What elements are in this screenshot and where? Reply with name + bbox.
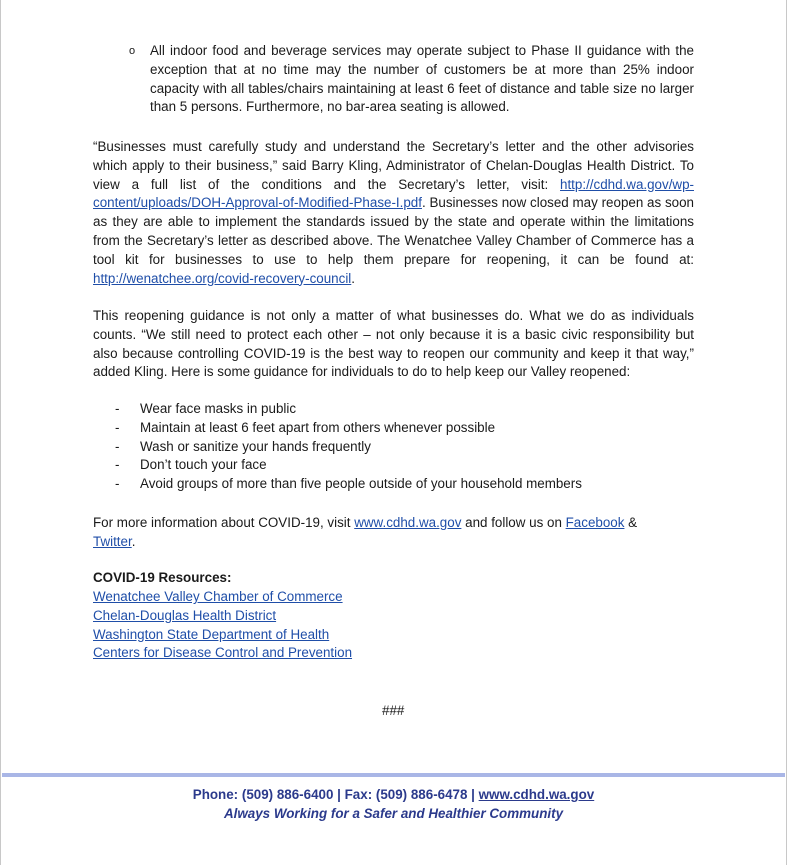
footer-contact [0, 786, 787, 804]
guidance-item: Avoid groups of more than five people outside of your household members [140, 476, 582, 492]
footer-website-link[interactable]: www.cdhd.wa.gov [478, 787, 595, 802]
bullet-circle-icon: o [129, 45, 136, 57]
footer-contact-text: Phone: (509) 886-6400 | Fax: (509) 886-6478 | [192, 787, 479, 802]
list-item [93, 607, 352, 626]
dash-marker: - [115, 476, 120, 492]
dash-marker: - [115, 438, 120, 454]
list-item [93, 588, 352, 607]
more-info-text-2: and follow us on [461, 515, 566, 530]
more-info-text-4: . [131, 533, 136, 549]
list-item [93, 456, 694, 475]
more-info-text-3: & [624, 515, 638, 530]
list-item [93, 438, 694, 457]
guidance-item: Maintain at least 6 feet apart from others whenever possible [140, 419, 496, 435]
footer-tagline: Always Working for a Safer and Healthier Community [223, 806, 564, 821]
guidance-item: Wear face masks in public [140, 401, 297, 416]
end-mark: ### [382, 703, 405, 718]
phase-bullet [129, 42, 694, 117]
facebook-link[interactable]: Facebook [565, 515, 625, 530]
dash-marker: - [115, 457, 120, 473]
chamber-of-commerce-link[interactable]: Wenatchee Valley Chamber of Commerce [93, 589, 343, 604]
quote-text-2: . Businesses now closed may reopen as soon as they are able to implement the standards issued by the state and operate within the limitations from the Secretary’s letter as described above. The Wenatchee Valley Chamber of Commerce has a tool kit for businesses to use to help them prepare for reopening, it can be found at: [93, 195, 694, 267]
more-info-text-1: For more information about COVID-19, visit [93, 515, 355, 530]
list-item [93, 400, 694, 419]
quote-paragraph [93, 138, 694, 288]
individuals-paragraph: This reopening guidance is not only a matter of what businesses do. What we do as individuals counts. “We still need to protect each other – not only because it is a basic civic responsibility but also because controlling COVID-19 is the best way to reopen our community and keep it that way,” added Kling. Here is some guidance for individuals to do to help keep our Valley reopened: [93, 308, 694, 380]
cdc-link[interactable]: Centers for Disease Control and Prevention [93, 645, 353, 661]
page-border-left [0, 0, 1, 865]
phase-bullet-text: All indoor food and beverage services may operate subject to Phase II guidance with the exception that at no time may the number of customers be at more than 25% indoor capacity with all tables/chairs maintaining at least 6 feet of distance and table size no larger than 5 persons. Furthermore, no bar-area seating is allowed. [150, 43, 694, 115]
wa-doh-link[interactable]: Washington State Department of Health [93, 626, 330, 642]
resources-list [93, 588, 352, 663]
list-item [93, 419, 694, 438]
quote-text-1: “Businesses must carefully study and understand the Secretary’s letter and the other advisories which apply to their business,” said Barry Kling, Administrator of Chelan-Douglas Health District. To view a full list of the conditions and the Secretary’s letter, visit: [93, 139, 694, 192]
quote-text-3: . [351, 270, 356, 286]
doh-approval-link[interactable]: http://cdhd.wa.gov/wp-content/uploads/DOH-Approval-of-Modified-Phase-I.pdf [93, 176, 694, 211]
cdhd-website-link[interactable]: www.cdhd.wa.gov [354, 515, 462, 530]
dash-marker: - [115, 401, 120, 416]
guidance-item: Wash or sanitize your hands frequently [140, 438, 371, 454]
resources-heading: COVID-19 Resources: [93, 570, 232, 585]
more-info-paragraph [93, 514, 694, 552]
footer-rule [2, 773, 785, 777]
guidance-list [93, 400, 694, 494]
health-district-link[interactable]: Chelan-Douglas Health District [93, 607, 277, 623]
twitter-link[interactable]: Twitter [93, 533, 132, 549]
guidance-item: Don’t touch your face [140, 457, 267, 473]
list-item [93, 475, 694, 494]
list-item [93, 626, 352, 645]
wenatchee-recovery-link[interactable]: http://wenatchee.org/covid-recovery-council [93, 270, 352, 286]
dash-marker: - [115, 419, 120, 435]
list-item [93, 644, 352, 663]
